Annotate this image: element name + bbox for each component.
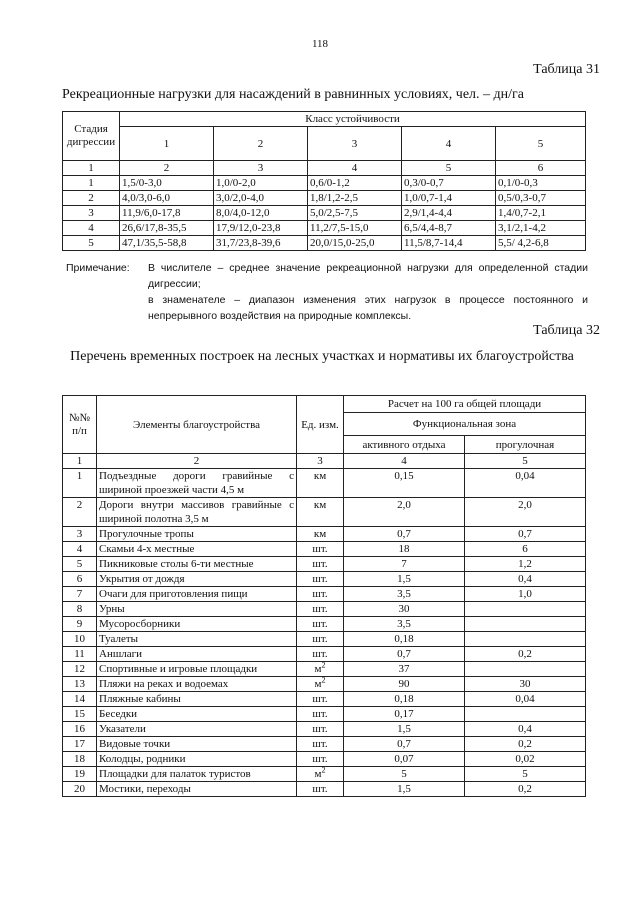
t32-number-cell: 3 <box>63 527 97 542</box>
t31-load-cell: 20,0/15,0-25,0 <box>308 236 402 251</box>
t31-load-cell: 5,5/ 4,2-6,8 <box>496 236 586 251</box>
page-number: 118 <box>311 38 329 50</box>
t32-column-number: 1 <box>63 454 97 469</box>
t32-walk-cell: 0,7 <box>465 527 586 542</box>
t32-number-cell: 12 <box>63 662 97 677</box>
table-row <box>63 557 586 572</box>
table-row <box>63 542 586 557</box>
t32-element-cell: Прогулочные тропы <box>97 527 297 542</box>
t32-element-cell: Спортивные и игровые площадки <box>97 662 297 677</box>
t32-active-cell: 0,7 <box>344 527 465 542</box>
t32-head-elements: Элементы благоустройства <box>97 396 297 454</box>
t32-walk-cell: 0,4 <box>465 572 586 587</box>
t32-active-cell: 7 <box>344 557 465 572</box>
t31-load-cell: 26,6/17,8-35,5 <box>120 221 214 236</box>
t32-unit-exponent: 2 <box>321 660 326 670</box>
t31-column-number: 5 <box>402 161 496 176</box>
t32-walk-cell: 2,0 <box>465 498 586 527</box>
t32-element-cell: Очаги для приготовления пищи <box>97 587 297 602</box>
t32-unit-cell <box>297 767 344 782</box>
t32-active-cell: 37 <box>344 662 465 677</box>
t32-number-cell: 4 <box>63 542 97 557</box>
table-row <box>63 752 586 767</box>
t31-load-cell: 11,2/7,5-15,0 <box>308 221 402 236</box>
t32-walk-cell <box>465 602 586 617</box>
t32-column-number: 4 <box>344 454 465 469</box>
t31-column-number: 4 <box>308 161 402 176</box>
t32-unit-cell <box>297 722 344 737</box>
t32-active-cell: 2,0 <box>344 498 465 527</box>
t32-unit-cell <box>297 662 344 677</box>
t32-unit-text: шт. <box>312 543 328 555</box>
t32-element-cell: Пляжные кабины <box>97 692 297 707</box>
table-row <box>63 647 586 662</box>
t31-class-number: 3 <box>308 127 402 161</box>
t32-active-cell: 3,5 <box>344 587 465 602</box>
t31-class-number: 5 <box>496 127 586 161</box>
table-row <box>63 572 586 587</box>
t32-walk-cell: 0,2 <box>465 737 586 752</box>
t32-active-cell: 1,5 <box>344 782 465 797</box>
t32-walk-cell: 0,02 <box>465 752 586 767</box>
t32-unit-text: шт. <box>312 738 328 750</box>
t32-active-cell: 1,5 <box>344 572 465 587</box>
t32-unit-text: шт. <box>312 648 328 660</box>
t31-load-cell: 1,8/1,2-2,5 <box>308 191 402 206</box>
t32-unit-exponent: 2 <box>321 765 326 775</box>
t32-unit-text: шт. <box>312 708 328 720</box>
t32-unit-text: шт. <box>312 588 328 600</box>
table-row <box>63 602 586 617</box>
table32 <box>62 395 586 797</box>
t31-load-cell: 1,0/0-2,0 <box>214 176 308 191</box>
t32-unit-exponent: 2 <box>321 675 326 685</box>
t32-walk-cell <box>465 707 586 722</box>
t32-active-cell: 0,15 <box>344 469 465 498</box>
t32-unit-cell <box>297 587 344 602</box>
t32-active-cell: 0,17 <box>344 707 465 722</box>
t31-load-cell: 3,0/2,0-4,0 <box>214 191 308 206</box>
t32-column-number: 5 <box>465 454 586 469</box>
t31-stage-cell: 2 <box>63 191 120 206</box>
t32-walk-cell: 0,04 <box>465 469 586 498</box>
t32-walk-cell: 30 <box>465 677 586 692</box>
note-body <box>148 260 588 324</box>
t32-unit-cell <box>297 469 344 498</box>
t31-load-cell: 0,3/0-0,7 <box>402 176 496 191</box>
t32-unit-text: шт. <box>312 693 328 705</box>
t31-load-cell: 17,9/12,0-23,8 <box>214 221 308 236</box>
t32-element-cell: Указатели <box>97 722 297 737</box>
t31-load-cell: 0,5/0,3-0,7 <box>496 191 586 206</box>
note-line-1: В числителе – среднее значение рекреационной нагрузки для определенной стадии дигрессии; <box>148 262 588 290</box>
table-row <box>63 206 586 221</box>
t32-unit-cell <box>297 707 344 722</box>
t32-unit-text: шт. <box>312 573 328 585</box>
t32-unit-cell <box>297 557 344 572</box>
t32-number-cell: 16 <box>63 722 97 737</box>
table-row <box>63 498 586 527</box>
t32-unit-text: шт. <box>312 783 328 795</box>
t32-unit-cell <box>297 647 344 662</box>
t32-unit-text: м <box>314 768 322 780</box>
t32-unit-text: шт. <box>312 618 328 630</box>
t32-unit-cell <box>297 542 344 557</box>
t32-number-cell: 15 <box>63 707 97 722</box>
t31-head-class: Класс устойчивости <box>120 112 586 127</box>
t32-unit-cell <box>297 692 344 707</box>
t32-element-cell: Мусоросборники <box>97 617 297 632</box>
t32-walk-cell: 5 <box>465 767 586 782</box>
t32-unit-text: км <box>313 499 327 511</box>
table-row <box>63 587 586 602</box>
t32-head-active: активного отдыха <box>344 436 465 454</box>
t31-load-cell: 0,1/0-0,3 <box>496 176 586 191</box>
t32-active-cell: 3,5 <box>344 617 465 632</box>
t32-element-cell: Видовые точки <box>97 737 297 752</box>
table-row <box>63 632 586 647</box>
t32-head-walk: прогулочная <box>465 436 586 454</box>
t32-number-cell: 14 <box>63 692 97 707</box>
t31-load-cell: 1,4/0,7-2,1 <box>496 206 586 221</box>
table31-label: Таблица 31 <box>533 62 600 77</box>
t32-walk-cell: 0,04 <box>465 692 586 707</box>
t32-unit-text: км <box>313 470 327 482</box>
t31-load-cell: 1,5/0-3,0 <box>120 176 214 191</box>
t32-element-cell: Подъездные дороги гравийные с шириной проезжей части 4,5 м <box>97 469 297 498</box>
table-row <box>63 707 586 722</box>
t32-active-cell: 0,18 <box>344 692 465 707</box>
t32-unit-text: шт. <box>312 753 328 765</box>
t32-unit-text: шт. <box>312 603 328 615</box>
table31-title: Рекреационные нагрузки для насаждений в равнинных условиях, чел. – дн/га <box>62 87 524 102</box>
t31-load-cell: 1,0/0,7-1,4 <box>402 191 496 206</box>
t31-column-number: 6 <box>496 161 586 176</box>
t32-active-cell: 0,7 <box>344 647 465 662</box>
t31-column-number: 1 <box>63 161 120 176</box>
t32-column-number: 3 <box>297 454 344 469</box>
t32-head-calc: Расчет на 100 га общей площади <box>344 396 586 413</box>
t32-number-cell: 1 <box>63 469 97 498</box>
t31-class-number: 2 <box>214 127 308 161</box>
t32-number-cell: 5 <box>63 557 97 572</box>
t32-active-cell: 0,07 <box>344 752 465 767</box>
t31-column-number: 2 <box>120 161 214 176</box>
t32-element-cell: Дороги внутри массивов гравийные с шириной полотна 3,5 м <box>97 498 297 527</box>
t31-load-cell: 31,7/23,8-39,6 <box>214 236 308 251</box>
t32-walk-cell <box>465 632 586 647</box>
t32-unit-cell <box>297 498 344 527</box>
t31-class-number: 4 <box>402 127 496 161</box>
table32-label: Таблица 32 <box>533 323 600 338</box>
t32-walk-cell: 0,4 <box>465 722 586 737</box>
t32-unit-cell <box>297 572 344 587</box>
table-row <box>63 677 586 692</box>
t32-walk-cell: 0,2 <box>465 647 586 662</box>
t32-element-cell: Колодцы, родники <box>97 752 297 767</box>
t32-column-number: 2 <box>97 454 297 469</box>
t31-head-stage: Стадия дигрессии <box>63 112 120 161</box>
t31-load-cell: 6,5/4,4-8,7 <box>402 221 496 236</box>
t32-walk-cell: 1,2 <box>465 557 586 572</box>
t32-unit-cell <box>297 602 344 617</box>
t32-element-cell: Беседки <box>97 707 297 722</box>
t32-walk-cell: 6 <box>465 542 586 557</box>
table-row <box>63 191 586 206</box>
t32-unit-cell <box>297 782 344 797</box>
t31-stage-cell: 1 <box>63 176 120 191</box>
t32-number-cell: 11 <box>63 647 97 662</box>
t31-load-cell: 8,0/4,0-12,0 <box>214 206 308 221</box>
t31-load-cell: 11,9/6,0-17,8 <box>120 206 214 221</box>
t32-number-cell: 13 <box>63 677 97 692</box>
table-row <box>63 737 586 752</box>
t32-unit-text: км <box>313 528 327 540</box>
t32-head-zone: Функциональная зона <box>344 413 586 436</box>
t32-element-cell: Туалеты <box>97 632 297 647</box>
table-row <box>63 722 586 737</box>
t32-element-cell: Площадки для палаток туристов <box>97 767 297 782</box>
t31-load-cell: 11,5/8,7-14,4 <box>402 236 496 251</box>
t32-element-cell: Укрытия от дождя <box>97 572 297 587</box>
table-row <box>63 176 586 191</box>
t31-load-cell: 2,9/1,4-4,4 <box>402 206 496 221</box>
t32-number-cell: 9 <box>63 617 97 632</box>
t31-stage-cell: 5 <box>63 236 120 251</box>
note-line-2: в знаменателе – диапазон изменения этих нагрузок в процессе постоянного и непрерывного воздействия на природные комплексы. <box>148 294 588 322</box>
t32-active-cell: 1,5 <box>344 722 465 737</box>
t31-load-cell: 4,0/3,0-6,0 <box>120 191 214 206</box>
t31-load-cell: 5,0/2,5-7,5 <box>308 206 402 221</box>
t31-stage-cell: 4 <box>63 221 120 236</box>
t32-unit-cell <box>297 632 344 647</box>
t31-load-cell: 47,1/35,5-58,8 <box>120 236 214 251</box>
table-row <box>63 469 586 498</box>
t32-number-cell: 18 <box>63 752 97 767</box>
t32-element-cell: Урны <box>97 602 297 617</box>
t32-active-cell: 18 <box>344 542 465 557</box>
t32-unit-text: м <box>314 663 322 675</box>
t31-class-number: 1 <box>120 127 214 161</box>
t32-active-cell: 0,18 <box>344 632 465 647</box>
t32-walk-cell: 1,0 <box>465 587 586 602</box>
t32-unit-text: м <box>314 678 322 690</box>
table-row <box>63 767 586 782</box>
t32-unit-cell <box>297 527 344 542</box>
note-head: Примечание: <box>66 262 130 274</box>
t32-number-cell: 19 <box>63 767 97 782</box>
table-row <box>63 527 586 542</box>
t32-active-cell: 90 <box>344 677 465 692</box>
t32-unit-cell <box>297 677 344 692</box>
t31-stage-cell: 3 <box>63 206 120 221</box>
t32-unit-cell <box>297 617 344 632</box>
table31 <box>62 111 586 251</box>
t32-number-cell: 8 <box>63 602 97 617</box>
t32-head-unit: Ед. изм. <box>297 396 344 454</box>
t31-load-cell: 0,6/0-1,2 <box>308 176 402 191</box>
t32-active-cell: 0,7 <box>344 737 465 752</box>
table-row <box>63 662 586 677</box>
t31-column-number: 3 <box>214 161 308 176</box>
t32-unit-cell <box>297 752 344 767</box>
t32-active-cell: 30 <box>344 602 465 617</box>
table32-title: Перечень временных построек на лесных участках и нормативы их благоустройства <box>70 349 574 364</box>
t32-element-cell: Аншлаги <box>97 647 297 662</box>
table-row <box>63 221 586 236</box>
t32-element-cell: Скамьи 4-х местные <box>97 542 297 557</box>
t32-number-cell: 7 <box>63 587 97 602</box>
table-row <box>63 782 586 797</box>
t32-number-cell: 17 <box>63 737 97 752</box>
t32-walk-cell <box>465 617 586 632</box>
t32-unit-text: шт. <box>312 723 328 735</box>
t32-active-cell: 5 <box>344 767 465 782</box>
t32-element-cell: Мостики, переходы <box>97 782 297 797</box>
t31-load-cell: 3,1/2,1-4,2 <box>496 221 586 236</box>
t32-unit-text: шт. <box>312 633 328 645</box>
t32-walk-cell <box>465 662 586 677</box>
table-row <box>63 236 586 251</box>
t32-number-cell: 6 <box>63 572 97 587</box>
table-row <box>63 617 586 632</box>
t32-unit-cell <box>297 737 344 752</box>
t32-element-cell: Пляжи на реках и водоемах <box>97 677 297 692</box>
t32-unit-text: шт. <box>312 558 328 570</box>
t32-number-cell: 2 <box>63 498 97 527</box>
t32-number-cell: 10 <box>63 632 97 647</box>
table-row <box>63 692 586 707</box>
t32-number-cell: 20 <box>63 782 97 797</box>
t32-walk-cell: 0,2 <box>465 782 586 797</box>
t32-head-num: №№ п/п <box>63 396 97 454</box>
t32-element-cell: Пикниковые столы 6-ти местные <box>97 557 297 572</box>
